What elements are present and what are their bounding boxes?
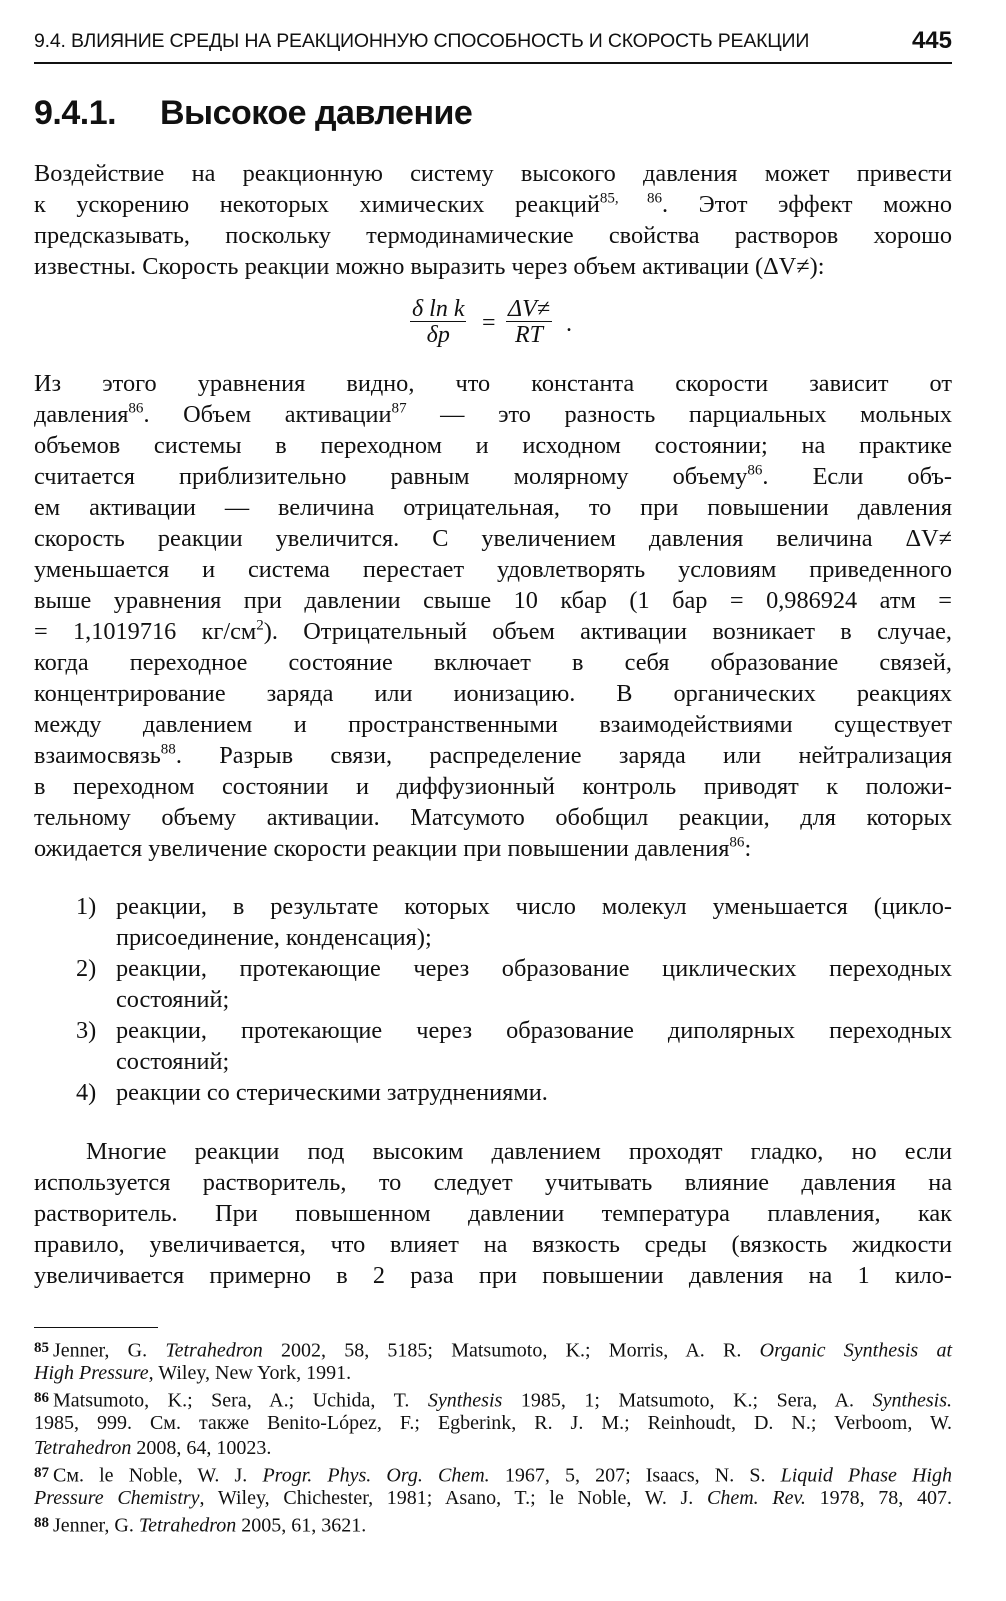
list-item [76, 1015, 952, 1077]
text-line: скорость реакции увеличится. С увеличением давления величина ΔV≠ [34, 525, 952, 552]
text-line: присоединение, конденсация); [116, 924, 432, 951]
text-line: увеличивается примерно в 2 раза при повышении давления на 1 кило- [34, 1262, 952, 1289]
footnote-87 [34, 1461, 952, 1511]
fraction-rhs [506, 297, 552, 348]
footnote-marker: 85 [34, 1340, 49, 1356]
text-line: давления$^{86}$. Объем активации$^{87}$ — это разность парциальных мольных [34, 400, 952, 428]
text-line: Tetrahedron 2008, 64, 10023. [34, 1437, 272, 1459]
citation-ref: 86 [747, 462, 763, 479]
fraction-denominator: δp [426, 322, 450, 348]
text-line: Воздействие на реакционную систему высокого давления может привести [34, 160, 952, 187]
citation-ref: 87 [391, 400, 407, 417]
section-number: 9.4.1. [34, 94, 117, 132]
citation-ref: 86 [128, 400, 144, 417]
list-item [76, 891, 952, 953]
reaction-types-list [76, 891, 952, 1108]
fraction-denominator: RT [514, 322, 543, 348]
text-line: $^{88}$ Jenner, G. Tetrahedron 2005, 61, 3621. [34, 1514, 367, 1537]
text-line: High Pressure, Wiley, New York, 1991. [34, 1362, 352, 1384]
text-line: реакции, в результате которых число молекул уменьшается (цикло- [116, 893, 952, 920]
equals-sign: = [482, 310, 496, 336]
text-line: известны. Скорость реакции можно выразить через объем активации (ΔV≠): [34, 253, 825, 280]
running-title: 9.4. ВЛИЯНИЕ СРЕДЫ НА РЕАКЦИОННУЮ СПОСОБНОСТЬ И СКОРОСТЬ РЕАКЦИИ [34, 30, 810, 52]
footnote-marker: 87 [34, 1465, 49, 1481]
text-line: состояний; [116, 1048, 230, 1075]
footnote-86 [34, 1386, 952, 1461]
text-line: уменьшается и система перестает удовлетворять условиям приведенного [34, 556, 952, 583]
list-marker: 1) [76, 893, 97, 920]
text-line: считается приблизительно равным молярному объему$^{86}$. Если объ- [34, 462, 952, 490]
text-line: Pressure Chemistry, Wiley, Chichester, 1981; Asano, T.; le Noble, W. J. Chem. Rev. 1978, 78, 407. [34, 1487, 952, 1509]
text-line: растворитель. При повышенном давлении температура плавления, как [34, 1200, 952, 1227]
footnote-88 [34, 1511, 952, 1536]
text-line: используется растворитель, то следует учитывать влияние давления на [34, 1169, 952, 1196]
fraction-lhs [410, 297, 466, 348]
text-line: ожидается увеличение скорости реакции при повышении давления$^{86}$: [34, 834, 752, 862]
superscript: 2 [256, 617, 264, 634]
text-line: объемов системы в переходном и исходном состоянии; на практике [34, 432, 952, 459]
text-line: правило, увеличивается, что влияет на вязкость среды (вязкость жидкости [34, 1231, 952, 1258]
text-line: Многие реакции под высоким давлением проходят гладко, но если [86, 1138, 952, 1165]
footnotes [34, 1336, 952, 1536]
footnote-85 [34, 1336, 952, 1386]
list-item [76, 1077, 952, 1108]
text-line: 1985, 999. См. также Benito-López, F.; Egberink, R. J. M.; Reinhoudt, D. N.; Verboom, W. [34, 1412, 952, 1434]
text-line: взаимосвязь$^{88}$. Разрыв связи, распределение заряда или нейтрализация [34, 741, 952, 769]
list-item [76, 953, 952, 1015]
text-line: между давлением и пространственными взаимодействиями существует [34, 711, 952, 738]
text-line: реакции, протекающие через образование циклических переходных [116, 955, 952, 982]
text-line: когда переходное состояние включает в себя образование связей, [34, 649, 952, 676]
citation-ref: 88 [160, 741, 176, 758]
text-line: в переходном состоянии и диффузионный контроль приводят к положи- [34, 773, 952, 800]
text-line: выше уравнения при давлении свыше 10 кбар (1 бар = 0,986924 атм = [34, 587, 952, 614]
text-line: состояний; [116, 986, 230, 1013]
text-line: концентрирование заряда или ионизацию. В органических реакциях [34, 680, 952, 707]
text-line: реакции, протекающие через образование диполярных переходных [116, 1017, 952, 1044]
running-header [34, 22, 952, 64]
section-title: Высокое давление [160, 94, 473, 132]
text-line: предсказывать, поскольку термодинамические свойства растворов хорошо [34, 222, 952, 249]
page-number: 445 [911, 27, 952, 54]
paragraph-discussion [34, 368, 952, 864]
text-line: $^{87}$ См. le Noble, W. J. Progr. Phys. Org. Chem. 1967, 5, 207; Isaacs, N. S. Liquid Phase High [34, 1464, 952, 1487]
text-line: реакции со стерическими затруднениями. [116, 1079, 548, 1106]
text-line: тельному объему активации. Матсумото обобщил реакции, для которых [34, 804, 952, 831]
text-line: Из этого уравнения видно, что константа скорости зависит от [34, 370, 952, 397]
list-marker: 4) [76, 1079, 97, 1106]
fraction-numerator: ΔV≠ [508, 296, 550, 322]
footnote-marker: 86 [34, 1390, 49, 1406]
text-line: ем активации — величина отрицательная, то при повышении давления [34, 494, 952, 521]
fraction-numerator: δ ln k [412, 296, 465, 322]
activation-volume-equation [0, 297, 1006, 349]
paragraph-intro [34, 158, 952, 282]
citation-ref: 86 [729, 834, 745, 851]
citation-ref: 85, 86 [599, 190, 662, 207]
list-marker: 3) [76, 1017, 97, 1044]
paragraph-solvent [34, 1136, 952, 1291]
section-heading [34, 94, 472, 133]
footnote-marker: 88 [34, 1515, 49, 1531]
list-marker: 2) [76, 955, 97, 982]
footnote-divider [34, 1327, 158, 1328]
text-line: $^{86}$ Matsumoto, K.; Sera, A.; Uchida, T. Synthesis 1985, 1; Matsumoto, K.; Sera, A. Synthesis. [34, 1389, 952, 1412]
text-line: $^{85}$ Jenner, G. Tetrahedron 2002, 58, 5185; Matsumoto, K.; Morris, A. R. Organic Synthesis at [34, 1339, 952, 1362]
text-line: к ускорению некоторых химических реакций$^{85, 86}$. Этот эффект можно [34, 190, 952, 218]
formula-period: . [566, 311, 572, 337]
text-line: = 1,1019716 $кг/см^2$). Отрицательный объем активации возникает в случае, [34, 617, 952, 645]
